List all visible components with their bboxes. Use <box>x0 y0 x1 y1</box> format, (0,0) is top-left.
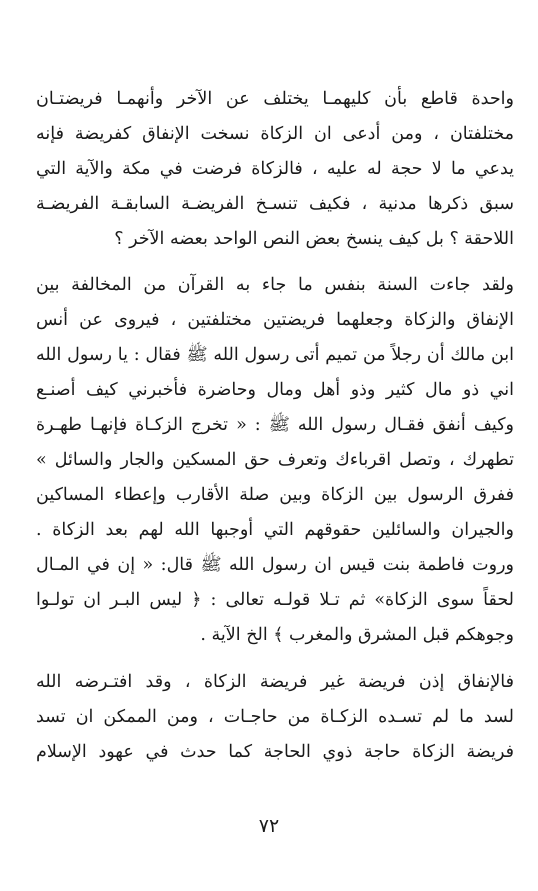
text-line: وروت فاطمة بنت قيس ان رسول الله ﷺ قال: « إن في المـال <box>36 555 514 575</box>
text-line: واحدة قاطع بأن كليهمـا يختلف عن الآخر وأنهمـا فريضتـان <box>36 89 514 109</box>
text-line: الإنفاق والزكاة وجعلهما فريضتين مختلفتين ، فيروى عن أنس <box>36 310 514 330</box>
text-line: والجيران والسائلين حقوقهم التي أوجبها الله لهم بعد الزكاة . <box>36 520 514 540</box>
paragraph-2 <box>36 268 514 653</box>
text-line: وكيف أنفق فقـال رسول الله ﷺ : « تخرج الزكـاة فإنهـا طهـرة <box>36 415 514 435</box>
text-line: لحقاً سوى الزكاة» ثم تـلا قولـه تعالى : ﴿ ليس البـر ان تولـوا <box>36 590 514 610</box>
text-line: لسد ما لم تسـده الزكـاة من حاجـات ، ومن الممكن ان تسد <box>36 707 514 727</box>
text-line: اللاحقة ؟ بل كيف ينسخ بعض النص الواحد بعضه الآخر ؟ <box>114 229 514 249</box>
text-line: يدعي ما لا حجة له عليه ، فالزكاة فرضت في مكة والآية التي <box>36 159 514 179</box>
text-line: سبق ذكرها مدنية ، فكيف تنسـخ الفريضـة السابقـة الفريضـة <box>36 194 514 214</box>
text-line: ولقد جاءت السنة بنفس ما جاء به القرآن من المخالفة بين <box>36 275 514 295</box>
text-line: ففرق الرسول بين الزكاة وبين صلة الأقارب وإعطاء المساكين <box>36 485 514 505</box>
paragraph-3 <box>36 665 514 770</box>
text-line: اني ذو مال كثير وذو أهل ومال وحاضرة فأخبرني كيف أصنـع <box>36 380 514 400</box>
text-line: ابن مالك أن رجلاً من تميم أتى رسول الله ﷺ فقال : يا رسول الله <box>36 345 514 365</box>
paragraph-1 <box>36 82 514 257</box>
text-line: وجوهكم قبل المشرق والمغرب ﴾ الخ الآية . <box>200 625 514 645</box>
text-line: تطهرك ، وتصل اقرباءك وتعرف حق المسكين والجار والسائل » <box>36 450 514 470</box>
text-line: مختلفتان ، ومن أدعى ان الزكاة نسخت الإنفاق كفريضة فإنه <box>36 124 514 144</box>
page-number: ٧٢ <box>258 815 280 837</box>
text-line: فالإنفاق إذن فريضة غير فريضة الزكاة ، وقد افتـرضه الله <box>36 672 514 692</box>
text-line: فريضة الزكاة حاجة ذوي الحاجة كما حدث في عهود الإسلام <box>36 742 514 762</box>
